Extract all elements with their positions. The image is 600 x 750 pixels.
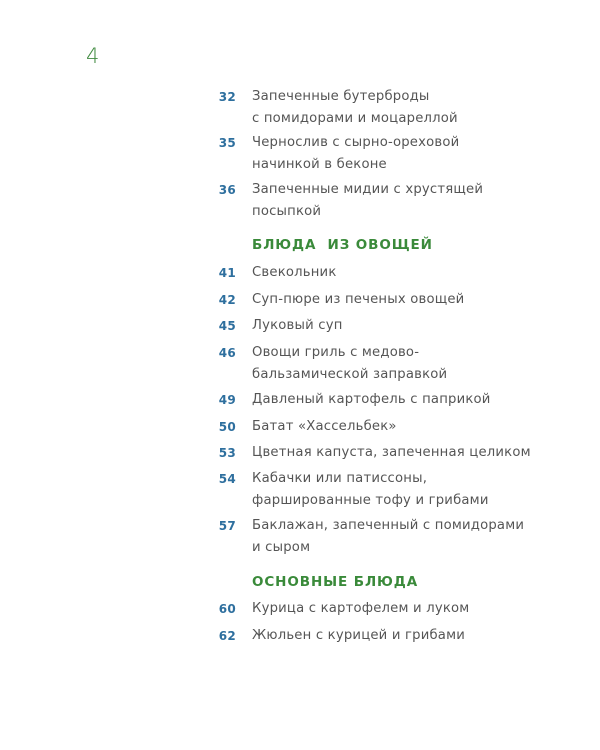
toc-entry-title [252, 315, 552, 337]
toc-entry-title-line: фаршированные тофу и грибами [252, 493, 489, 508]
toc-entry-page: 50 [218, 420, 236, 434]
toc-entry-title-line: Суп-пюре из печеных овощей [252, 292, 465, 307]
toc-entry-title [252, 598, 552, 620]
toc-entry-title [252, 179, 552, 223]
toc-entry-title-line: Запеченные бутерброды [252, 89, 430, 104]
toc-entry-title-line: Давленый картофель с паприкой [252, 392, 491, 407]
section-heading: ОСНОВНЫЕ БЛЮДА [252, 574, 419, 590]
toc-entry-title-line: Луковый суп [252, 318, 343, 333]
toc-entry-title-line: начинкой в беконе [252, 157, 387, 172]
toc-entry-title-line: Запеченные мидии с хрустящей [252, 182, 484, 197]
toc-entry-title [252, 515, 552, 559]
toc-entry-title [252, 389, 552, 411]
toc-entry-title [252, 625, 552, 647]
toc-entry-page: 54 [218, 472, 236, 486]
toc-entry-title [252, 442, 552, 464]
toc-entry-page: 32 [218, 90, 236, 104]
toc-entry-title-line: и сыром [252, 540, 311, 555]
page-number: 4 [86, 44, 100, 68]
toc-entry-title-line: Баклажан, запеченный с помидорами [252, 518, 525, 533]
toc-entry-title-line: посыпкой [252, 204, 322, 219]
toc-entry-page: 62 [218, 629, 236, 643]
toc-entry-title-line: Овощи гриль с медово- [252, 345, 420, 360]
toc-entry-page: 45 [218, 319, 236, 333]
toc-entry-title-line: Курица с картофелем и луком [252, 601, 470, 616]
toc-entry-title [252, 132, 552, 176]
toc-entry-page: 42 [218, 293, 236, 307]
toc-entry-title [252, 416, 552, 438]
toc-entry-title [252, 468, 552, 512]
toc-entry-page: 46 [218, 346, 236, 360]
toc-entry-page: 57 [218, 519, 236, 533]
toc-entry-title-line: Цветная капуста, запеченная целиком [252, 445, 531, 460]
toc-entry-title [252, 289, 552, 311]
toc-entry-page: 36 [218, 183, 236, 197]
toc-entry-title-line: Батат «Хассельбек» [252, 419, 397, 434]
toc-entry-page: 35 [218, 136, 236, 150]
toc-entry-title-line: Жюльен с курицей и грибами [252, 628, 466, 643]
toc-entry-title-line: бальзамической заправкой [252, 367, 448, 382]
toc-entry-title-line: Чернослив с сырно-ореховой [252, 135, 460, 150]
toc-entry-title-line: с помидорами и моцареллой [252, 111, 458, 126]
section-heading: БЛЮДА ИЗ ОВОЩЕЙ [252, 237, 433, 253]
toc-entry-title [252, 262, 552, 284]
toc-entry-page: 49 [218, 393, 236, 407]
toc-entry-page: 41 [218, 266, 236, 280]
toc-entry-title [252, 342, 552, 386]
toc-entry-page: 53 [218, 446, 236, 460]
toc-entry-title-line: Кабачки или патиссоны, [252, 471, 428, 486]
toc-entry-title [252, 86, 552, 130]
toc-entry-page: 60 [218, 602, 236, 616]
toc-entry-title-line: Свекольник [252, 265, 337, 280]
